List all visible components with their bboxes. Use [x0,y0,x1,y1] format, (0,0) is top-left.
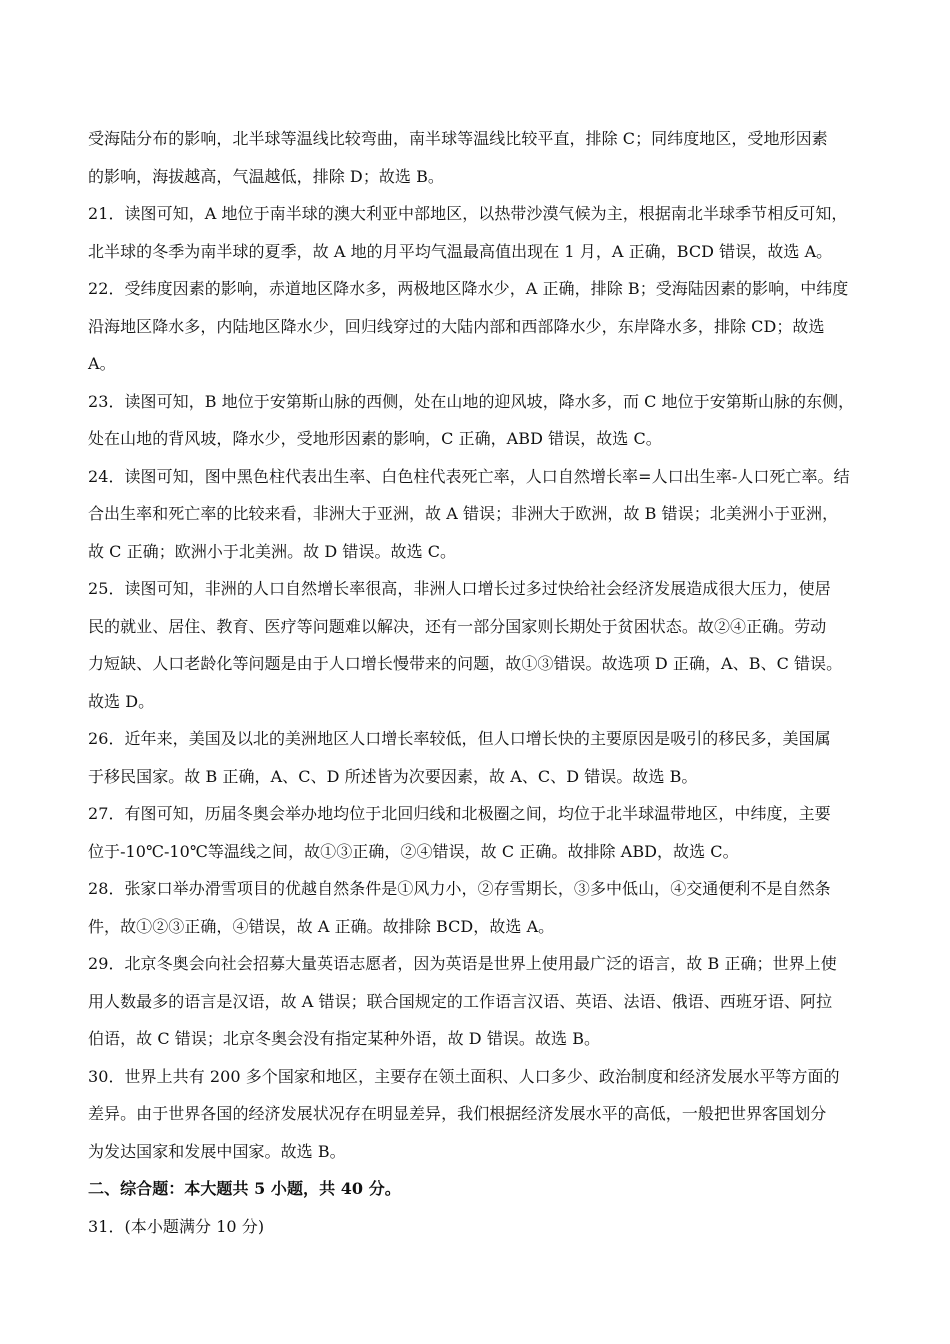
text-line: 件，故①②③正确，④错误，故 A 正确。故排除 BCD，故选 A。 [88,916,555,936]
text-line: 为发达国家和发展中国家。故选 B。 [88,1141,346,1161]
text-line: 位于-10℃-10℃等温线之间，故①③正确，②④错误，故 C 正确。故排除 ABD，故选 C。 [88,841,739,861]
text-line: 伯语，故 C 错误；北京冬奥会没有指定某种外语，故 D 错误。故选 B。 [88,1029,601,1048]
text-line: 民的就业、居住、教育、医疗等问题难以解决，还有一部分国家则长期处于贫困状态。故②④正确。劳动 [88,616,827,636]
answer-text-body [88,120,866,1245]
text-line: A。 [88,354,116,373]
answer-28: 28．张家口举办滑雪项目的优越自然条件是①风力小，②存雪期长，③多中低山，④交通便利不是自然条 [88,879,831,898]
text-line: 北半球的冬季为南半球的夏季，故 A 地的月平均气温最高值出现在 1 月，A 正确，BCD 错误，故选 A。 [88,241,833,261]
answer-26: 26．近年来，美国及以北的美洲地区人口增长率较低，但人口增长快的主要原因是吸引的移民多，美国属 [88,729,831,748]
text-line: 力短缺、人口老龄化等问题是由于人口增长慢带来的问题，故①③错误。故选项 D 正确，A、B、C 错误。 [88,654,843,673]
text-line: 用人数最多的语言是汉语，故 A 错误；联合国规定的工作语言汉语、英语、法语、俄语、西班牙语、阿拉 [88,991,833,1011]
text-line: 差异。由于世界各国的经济发展状况存在明显差异，我们根据经济发展水平的高低，一般把世界客国划分 [88,1104,827,1123]
answer-22: 22．受纬度因素的影响，赤道地区降水多，两极地区降水少，A 正确，排除 B；受海陆因素的影响，中纬度 [88,279,849,298]
text-line: 故选 D。 [88,691,155,711]
answer-23: 23．读图可知，B 地位于安第斯山脉的西侧，处在山地的迎风坡，降水多，而 C 地位于安第斯山脉的东侧， [88,391,855,411]
text-line: 受海陆分布的影响，北半球等温线比较弯曲，南半球等温线比较平直，排除 C；同纬度地区，受地形因素 [88,129,828,148]
answer-25: 25．读图可知，非洲的人口自然增长率很高，非洲人口增长过多过快给社会经济发展造成很大压力，使居 [88,579,831,598]
text-line: 于移民国家。故 B 正确，A、C、D 所述皆为次要因素，故 A、C、D 错误。故选 B。 [88,766,698,786]
answer-29: 29．北京冬奥会向社会招募大量英语志愿者，因为英语是世界上使用最广泛的语言，故 B 正确；世界上使 [88,954,837,973]
text-line: 沿海地区降水多，内陆地区降水少，回归线穿过的大陆内部和西部降水少，东岸降水多，排除 CD；故选 [88,316,825,336]
question-31-header: 31．(本小题满分 10 分) [88,1216,265,1236]
text-line: 故 C 正确；欧洲小于北美洲。故 D 错误。故选 C。 [88,541,457,561]
section-heading: 二、综合题：本大题共 5 小题，共 40 分。 [88,1179,401,1198]
answer-27: 27．有图可知，历届冬奥会举办地均位于北回归线和北极圈之间，均位于北半球温带地区，中纬度，主要 [88,804,831,823]
answer-30: 30．世界上共有 200 多个国家和地区，主要存在领土面积、人口多少、政治制度和经济发展水平等方面的 [88,1066,840,1086]
text-line: 的影响，海拔越高，气温越低，排除 D；故选 B。 [88,166,444,186]
text-line: 处在山地的背风坡，降水少，受地形因素的影响，C 正确，ABD 错误，故选 C。 [88,429,662,448]
text-line: 合出生率和死亡率的比较来看，非洲大于亚洲，故 A 错误；非洲大于欧洲，故 B 错误；北美洲小于亚洲， [88,504,839,523]
answer-24: 24．读图可知，图中黑色柱代表出生率、白色柱代表死亡率，人口自然增长率=人口出生率-人口死亡率。结 [88,466,850,486]
answer-21: 21．读图可知，A 地位于南半球的澳大利亚中部地区，以热带沙漠气候为主，根据南北半球季节相反可知， [88,204,848,223]
